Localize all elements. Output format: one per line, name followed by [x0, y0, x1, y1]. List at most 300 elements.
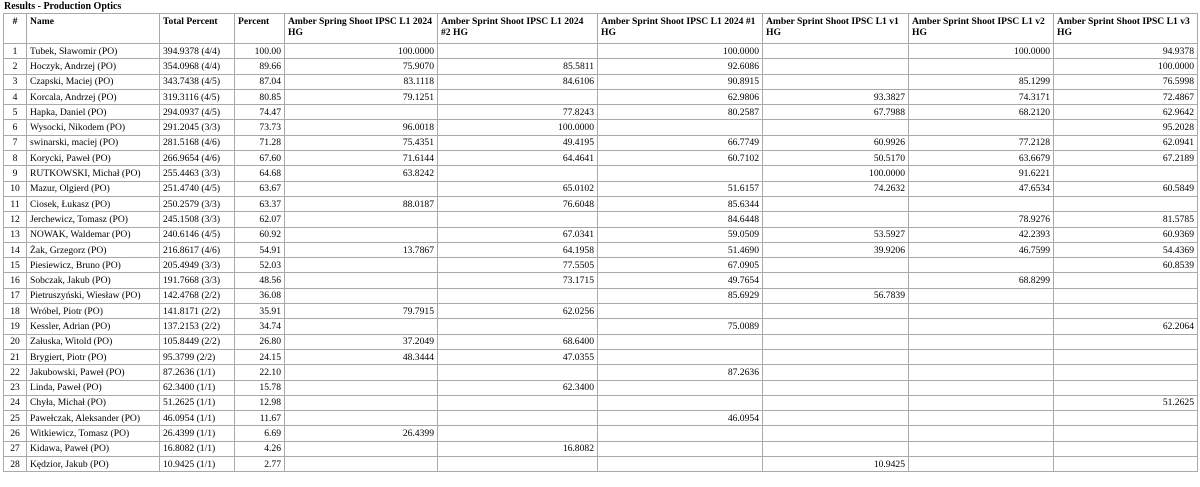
percent-cell: 62.07	[235, 212, 285, 227]
sprint-2024-1-cell: 67.0905	[598, 258, 763, 273]
table-row	[4, 457, 1198, 472]
sprint-v1-cell	[763, 59, 909, 74]
sprint-2024-2-cell: 73.1715	[438, 273, 598, 288]
table-row	[4, 212, 1198, 227]
total-percent-cell: 137.2153 (2/2)	[160, 319, 235, 334]
sprint-v2-cell	[909, 349, 1054, 364]
rank-cell: 3	[4, 74, 27, 89]
total-percent-cell: 245.1508 (3/3)	[160, 212, 235, 227]
name-cell: Czapski, Maciej (PO)	[27, 74, 160, 89]
spring-2024-cell	[285, 395, 438, 410]
name-cell: Korcala, Andrzej (PO)	[27, 89, 160, 104]
sprint-2024-2-cell	[438, 166, 598, 181]
sprint-v2-cell: 63.6679	[909, 151, 1054, 166]
sprint-v1-cell: 53.5927	[763, 227, 909, 242]
sprint-v1-cell: 50.5170	[763, 151, 909, 166]
sprint-v1-cell	[763, 304, 909, 319]
percent-cell: 6.69	[235, 426, 285, 441]
sprint-v3-cell	[1054, 349, 1198, 364]
table-row	[4, 349, 1198, 364]
spring-2024-cell	[285, 227, 438, 242]
percent-cell: 87.04	[235, 74, 285, 89]
sprint-v2-cell: 100.0000	[909, 44, 1054, 59]
sprint-v3-cell: 54.4369	[1054, 242, 1198, 257]
percent-cell: 63.67	[235, 181, 285, 196]
name-cell: Wróbel, Piotr (PO)	[27, 304, 160, 319]
sprint-v3-cell	[1054, 365, 1198, 380]
rank-cell: 2	[4, 59, 27, 74]
sprint-v3-cell	[1054, 288, 1198, 303]
rank-cell: 18	[4, 304, 27, 319]
name-cell: RUTKOWSKI, Michał (PO)	[27, 166, 160, 181]
page-title: Results - Production Optics	[4, 1, 122, 12]
column-header-spring-2024: Amber Spring Shoot IPSC L1 2024 HG	[285, 14, 438, 44]
sprint-2024-1-cell	[598, 120, 763, 135]
total-percent-cell: 319.3116 (4/5)	[160, 89, 235, 104]
sprint-v1-cell: 10.9425	[763, 457, 909, 472]
total-percent-cell: 191.7668 (3/3)	[160, 273, 235, 288]
sprint-2024-2-cell	[438, 44, 598, 59]
rank-cell: 20	[4, 334, 27, 349]
table-row	[4, 166, 1198, 181]
total-percent-cell: 16.8082 (1/1)	[160, 441, 235, 456]
sprint-v3-cell: 62.9642	[1054, 105, 1198, 120]
table-row	[4, 59, 1198, 74]
name-cell: Witkiewicz, Tomasz (PO)	[27, 426, 160, 441]
percent-cell: 4.26	[235, 441, 285, 456]
sprint-2024-2-cell: 77.5505	[438, 258, 598, 273]
sprint-2024-2-cell: 47.0355	[438, 349, 598, 364]
sprint-v2-cell	[909, 426, 1054, 441]
sprint-2024-1-cell	[598, 349, 763, 364]
total-percent-cell: 216.8617 (4/6)	[160, 242, 235, 257]
table-row	[4, 273, 1198, 288]
name-cell: Jerchewicz, Tomasz (PO)	[27, 212, 160, 227]
sprint-v3-cell	[1054, 273, 1198, 288]
rank-cell: 11	[4, 196, 27, 211]
sprint-v3-cell	[1054, 304, 1198, 319]
name-cell: Jakubowski, Paweł (PO)	[27, 365, 160, 380]
table-row	[4, 105, 1198, 120]
sprint-v2-cell	[909, 457, 1054, 472]
percent-cell: 12.98	[235, 395, 285, 410]
sprint-2024-2-cell: 68.6400	[438, 334, 598, 349]
name-cell: NOWAK, Waldemar (PO)	[27, 227, 160, 242]
name-cell: Hoczyk, Andrzej (PO)	[27, 59, 160, 74]
percent-cell: 35.91	[235, 304, 285, 319]
sprint-v2-cell	[909, 120, 1054, 135]
table-row	[4, 258, 1198, 273]
rank-cell: 17	[4, 288, 27, 303]
sprint-v2-cell	[909, 441, 1054, 456]
sprint-v1-cell	[763, 319, 909, 334]
name-cell: Hapka, Daniel (PO)	[27, 105, 160, 120]
table-body	[4, 44, 1198, 472]
sprint-v2-cell	[909, 319, 1054, 334]
sprint-v3-cell: 51.2625	[1054, 395, 1198, 410]
sprint-2024-2-cell	[438, 426, 598, 441]
sprint-2024-2-cell	[438, 319, 598, 334]
sprint-2024-1-cell	[598, 334, 763, 349]
total-percent-cell: 281.5168 (4/6)	[160, 135, 235, 150]
rank-cell: 1	[4, 44, 27, 59]
spring-2024-cell: 96.0018	[285, 120, 438, 135]
sprint-2024-2-cell: 16.8082	[438, 441, 598, 456]
table-row	[4, 288, 1198, 303]
name-cell: Wysocki, Nikodem (PO)	[27, 120, 160, 135]
sprint-2024-1-cell	[598, 457, 763, 472]
total-percent-cell: 62.3400 (1/1)	[160, 380, 235, 395]
sprint-v1-cell: 74.2632	[763, 181, 909, 196]
sprint-2024-1-cell: 60.7102	[598, 151, 763, 166]
spring-2024-cell	[285, 365, 438, 380]
table-row	[4, 74, 1198, 89]
spring-2024-cell	[285, 319, 438, 334]
column-header-rank: #	[4, 14, 27, 44]
sprint-v3-cell: 60.5849	[1054, 181, 1198, 196]
spring-2024-cell: 63.8242	[285, 166, 438, 181]
rank-cell: 5	[4, 105, 27, 120]
sprint-2024-1-cell	[598, 395, 763, 410]
rank-cell: 14	[4, 242, 27, 257]
sprint-2024-2-cell	[438, 89, 598, 104]
table-row	[4, 380, 1198, 395]
name-cell: Pawełczak, Aleksander (PO)	[27, 411, 160, 426]
percent-cell: 74.47	[235, 105, 285, 120]
sprint-v3-cell: 60.8539	[1054, 258, 1198, 273]
sprint-v1-cell: 67.7988	[763, 105, 909, 120]
percent-cell: 80.85	[235, 89, 285, 104]
table-row	[4, 319, 1198, 334]
total-percent-cell: 51.2625 (1/1)	[160, 395, 235, 410]
sprint-v1-cell: 39.9206	[763, 242, 909, 257]
sprint-v3-cell: 94.9378	[1054, 44, 1198, 59]
sprint-v2-cell	[909, 288, 1054, 303]
sprint-v1-cell	[763, 334, 909, 349]
rank-cell: 23	[4, 380, 27, 395]
percent-cell: 64.68	[235, 166, 285, 181]
spring-2024-cell: 79.7915	[285, 304, 438, 319]
name-cell: Kędzior, Jakub (PO)	[27, 457, 160, 472]
sprint-2024-1-cell: 59.0509	[598, 227, 763, 242]
rank-cell: 25	[4, 411, 27, 426]
table-row	[4, 334, 1198, 349]
sprint-2024-2-cell	[438, 365, 598, 380]
sprint-v1-cell: 93.3827	[763, 89, 909, 104]
sprint-2024-2-cell	[438, 288, 598, 303]
name-cell: Pietruszyński, Wiesław (PO)	[27, 288, 160, 303]
sprint-v2-cell	[909, 395, 1054, 410]
rank-cell: 22	[4, 365, 27, 380]
percent-cell: 52.03	[235, 258, 285, 273]
sprint-v3-cell	[1054, 441, 1198, 456]
sprint-v1-cell	[763, 273, 909, 288]
sprint-v3-cell: 95.2028	[1054, 120, 1198, 135]
spring-2024-cell: 83.1118	[285, 74, 438, 89]
percent-cell: 63.37	[235, 196, 285, 211]
sprint-v3-cell: 100.0000	[1054, 59, 1198, 74]
sprint-2024-1-cell	[598, 304, 763, 319]
rank-cell: 12	[4, 212, 27, 227]
sprint-2024-2-cell	[438, 212, 598, 227]
sprint-2024-2-cell: 67.0341	[438, 227, 598, 242]
column-header-sprint-2024-2: Amber Sprint Shoot IPSC L1 2024 #2 HG	[438, 14, 598, 44]
name-cell: Załuska, Witold (PO)	[27, 334, 160, 349]
sprint-v2-cell: 78.9276	[909, 212, 1054, 227]
table-row	[4, 365, 1198, 380]
sprint-v3-cell	[1054, 411, 1198, 426]
total-percent-cell: 240.6146 (4/5)	[160, 227, 235, 242]
sprint-v3-cell: 81.5785	[1054, 212, 1198, 227]
sprint-2024-2-cell: 85.5811	[438, 59, 598, 74]
sprint-v3-cell: 72.4867	[1054, 89, 1198, 104]
sprint-v1-cell	[763, 380, 909, 395]
sprint-v2-cell	[909, 334, 1054, 349]
name-cell: Kessler, Adrian (PO)	[27, 319, 160, 334]
percent-cell: 26.80	[235, 334, 285, 349]
name-cell: Kidawa, Paweł (PO)	[27, 441, 160, 456]
spring-2024-cell	[285, 411, 438, 426]
rank-cell: 27	[4, 441, 27, 456]
sprint-v3-cell	[1054, 380, 1198, 395]
percent-cell: 73.73	[235, 120, 285, 135]
sprint-v2-cell	[909, 196, 1054, 211]
percent-cell: 11.67	[235, 411, 285, 426]
name-cell: Piesiewicz, Bruno (PO)	[27, 258, 160, 273]
name-cell: Brygiert, Piotr (PO)	[27, 349, 160, 364]
sprint-v3-cell: 60.9369	[1054, 227, 1198, 242]
table-row	[4, 441, 1198, 456]
spring-2024-cell	[285, 457, 438, 472]
column-header-sprint-v2: Amber Sprint Shoot IPSC L1 v2 HG	[909, 14, 1054, 44]
spring-2024-cell: 71.6144	[285, 151, 438, 166]
sprint-v3-cell	[1054, 334, 1198, 349]
spring-2024-cell: 26.4399	[285, 426, 438, 441]
total-percent-cell: 250.2579 (3/3)	[160, 196, 235, 211]
sprint-v1-cell	[763, 365, 909, 380]
percent-cell: 34.74	[235, 319, 285, 334]
rank-cell: 8	[4, 151, 27, 166]
percent-cell: 54.91	[235, 242, 285, 257]
header-row	[4, 14, 1198, 44]
name-cell: Mazur, Olgierd (PO)	[27, 181, 160, 196]
sprint-2024-1-cell	[598, 166, 763, 181]
sprint-2024-1-cell	[598, 380, 763, 395]
total-percent-cell: 354.0968 (4/4)	[160, 59, 235, 74]
sprint-v1-cell: 56.7839	[763, 288, 909, 303]
sprint-v1-cell: 60.9926	[763, 135, 909, 150]
total-percent-cell: 142.4768 (2/2)	[160, 288, 235, 303]
rank-cell: 28	[4, 457, 27, 472]
percent-cell: 22.10	[235, 365, 285, 380]
table-row	[4, 151, 1198, 166]
sprint-v2-cell: 47.6534	[909, 181, 1054, 196]
table-row	[4, 181, 1198, 196]
sprint-v3-cell	[1054, 166, 1198, 181]
percent-cell: 24.15	[235, 349, 285, 364]
sprint-2024-1-cell: 100.0000	[598, 44, 763, 59]
sprint-v2-cell	[909, 380, 1054, 395]
sprint-v2-cell	[909, 411, 1054, 426]
sprint-v2-cell: 46.7599	[909, 242, 1054, 257]
sprint-v2-cell: 42.2393	[909, 227, 1054, 242]
rank-cell: 21	[4, 349, 27, 364]
sprint-v1-cell	[763, 426, 909, 441]
sprint-2024-1-cell: 92.6086	[598, 59, 763, 74]
sprint-v3-cell: 76.5998	[1054, 74, 1198, 89]
sprint-2024-1-cell: 49.7654	[598, 273, 763, 288]
sprint-v2-cell: 74.3171	[909, 89, 1054, 104]
spring-2024-cell: 79.1251	[285, 89, 438, 104]
sprint-v2-cell	[909, 258, 1054, 273]
total-percent-cell: 266.9654 (4/6)	[160, 151, 235, 166]
spring-2024-cell: 48.3444	[285, 349, 438, 364]
sprint-v1-cell	[763, 411, 909, 426]
sprint-v1-cell	[763, 395, 909, 410]
sprint-v2-cell: 68.2120	[909, 105, 1054, 120]
spring-2024-cell: 37.2049	[285, 334, 438, 349]
sprint-v2-cell: 68.8299	[909, 273, 1054, 288]
sprint-2024-2-cell: 49.4195	[438, 135, 598, 150]
sprint-2024-1-cell: 85.6929	[598, 288, 763, 303]
sprint-2024-1-cell: 62.9806	[598, 89, 763, 104]
spring-2024-cell	[285, 380, 438, 395]
total-percent-cell: 205.4949 (3/3)	[160, 258, 235, 273]
sprint-2024-2-cell: 64.1958	[438, 242, 598, 257]
sprint-v3-cell: 62.0941	[1054, 135, 1198, 150]
column-header-sprint-v3: Amber Sprint Shoot IPSC L1 v3 HG	[1054, 14, 1198, 44]
name-cell: Chyła, Michał (PO)	[27, 395, 160, 410]
sprint-2024-2-cell: 64.4641	[438, 151, 598, 166]
name-cell: swinarski, maciej (PO)	[27, 135, 160, 150]
table-row	[4, 411, 1198, 426]
spring-2024-cell	[285, 258, 438, 273]
sprint-v2-cell	[909, 59, 1054, 74]
total-percent-cell: 95.3799 (2/2)	[160, 349, 235, 364]
rank-cell: 4	[4, 89, 27, 104]
results-table	[3, 13, 1198, 472]
table-row	[4, 395, 1198, 410]
percent-cell: 67.60	[235, 151, 285, 166]
percent-cell: 89.66	[235, 59, 285, 74]
table-row	[4, 227, 1198, 242]
total-percent-cell: 255.4463 (3/3)	[160, 166, 235, 181]
sprint-v2-cell	[909, 365, 1054, 380]
name-cell: Żak, Grzegorz (PO)	[27, 242, 160, 257]
sprint-2024-1-cell	[598, 441, 763, 456]
spring-2024-cell	[285, 288, 438, 303]
name-cell: Sobczak, Jakub (PO)	[27, 273, 160, 288]
sprint-v1-cell	[763, 120, 909, 135]
spring-2024-cell: 75.9070	[285, 59, 438, 74]
column-header-percent: Percent	[235, 14, 285, 44]
percent-cell: 100.00	[235, 44, 285, 59]
name-cell: Tubek, Sławomir (PO)	[27, 44, 160, 59]
total-percent-cell: 294.0937 (4/5)	[160, 105, 235, 120]
total-percent-cell: 26.4399 (1/1)	[160, 426, 235, 441]
spring-2024-cell	[285, 181, 438, 196]
sprint-v3-cell	[1054, 457, 1198, 472]
sprint-2024-2-cell: 65.0102	[438, 181, 598, 196]
name-cell: Ciosek, Łukasz (PO)	[27, 196, 160, 211]
sprint-v1-cell	[763, 212, 909, 227]
table-row	[4, 426, 1198, 441]
table-row	[4, 304, 1198, 319]
sprint-v1-cell	[763, 196, 909, 211]
sprint-2024-1-cell: 84.6448	[598, 212, 763, 227]
sprint-2024-2-cell: 100.0000	[438, 120, 598, 135]
table-row	[4, 120, 1198, 135]
total-percent-cell: 46.0954 (1/1)	[160, 411, 235, 426]
rank-cell: 9	[4, 166, 27, 181]
sprint-2024-1-cell: 66.7749	[598, 135, 763, 150]
spring-2024-cell: 88.0187	[285, 196, 438, 211]
rank-cell: 16	[4, 273, 27, 288]
table-row	[4, 135, 1198, 150]
sprint-v1-cell	[763, 441, 909, 456]
total-percent-cell: 291.2045 (3/3)	[160, 120, 235, 135]
spring-2024-cell	[285, 441, 438, 456]
spring-2024-cell	[285, 212, 438, 227]
total-percent-cell: 251.4740 (4/5)	[160, 181, 235, 196]
table-row	[4, 89, 1198, 104]
spring-2024-cell	[285, 105, 438, 120]
sprint-2024-2-cell	[438, 457, 598, 472]
total-percent-cell: 10.9425 (1/1)	[160, 457, 235, 472]
total-percent-cell: 394.9378 (4/4)	[160, 44, 235, 59]
sprint-v2-cell: 91.6221	[909, 166, 1054, 181]
sprint-2024-2-cell	[438, 411, 598, 426]
percent-cell: 48.56	[235, 273, 285, 288]
sprint-2024-2-cell: 62.3400	[438, 380, 598, 395]
spring-2024-cell	[285, 273, 438, 288]
rank-cell: 7	[4, 135, 27, 150]
percent-cell: 15.78	[235, 380, 285, 395]
name-cell: Linda, Paweł (PO)	[27, 380, 160, 395]
sprint-2024-1-cell: 90.8915	[598, 74, 763, 89]
sprint-v1-cell: 100.0000	[763, 166, 909, 181]
rank-cell: 19	[4, 319, 27, 334]
sprint-v3-cell	[1054, 196, 1198, 211]
sprint-v1-cell	[763, 44, 909, 59]
sprint-2024-1-cell: 75.0089	[598, 319, 763, 334]
spring-2024-cell: 13.7867	[285, 242, 438, 257]
spring-2024-cell: 75.4351	[285, 135, 438, 150]
column-header-name: Name	[27, 14, 160, 44]
sprint-2024-1-cell: 46.0954	[598, 411, 763, 426]
sprint-v1-cell	[763, 349, 909, 364]
sprint-2024-2-cell	[438, 395, 598, 410]
sprint-v1-cell	[763, 74, 909, 89]
name-cell: Korycki, Paweł (PO)	[27, 151, 160, 166]
sprint-2024-2-cell: 62.0256	[438, 304, 598, 319]
rank-cell: 6	[4, 120, 27, 135]
column-header-sprint-v1: Amber Sprint Shoot IPSC L1 v1 HG	[763, 14, 909, 44]
rank-cell: 10	[4, 181, 27, 196]
percent-cell: 71.28	[235, 135, 285, 150]
rank-cell: 26	[4, 426, 27, 441]
rank-cell: 13	[4, 227, 27, 242]
sprint-2024-2-cell: 76.6048	[438, 196, 598, 211]
sprint-2024-1-cell: 80.2587	[598, 105, 763, 120]
sprint-2024-1-cell: 51.6157	[598, 181, 763, 196]
total-percent-cell: 105.8449 (2/2)	[160, 334, 235, 349]
table-row	[4, 196, 1198, 211]
percent-cell: 2.77	[235, 457, 285, 472]
percent-cell: 36.08	[235, 288, 285, 303]
sprint-v2-cell: 85.1299	[909, 74, 1054, 89]
table-row	[4, 242, 1198, 257]
